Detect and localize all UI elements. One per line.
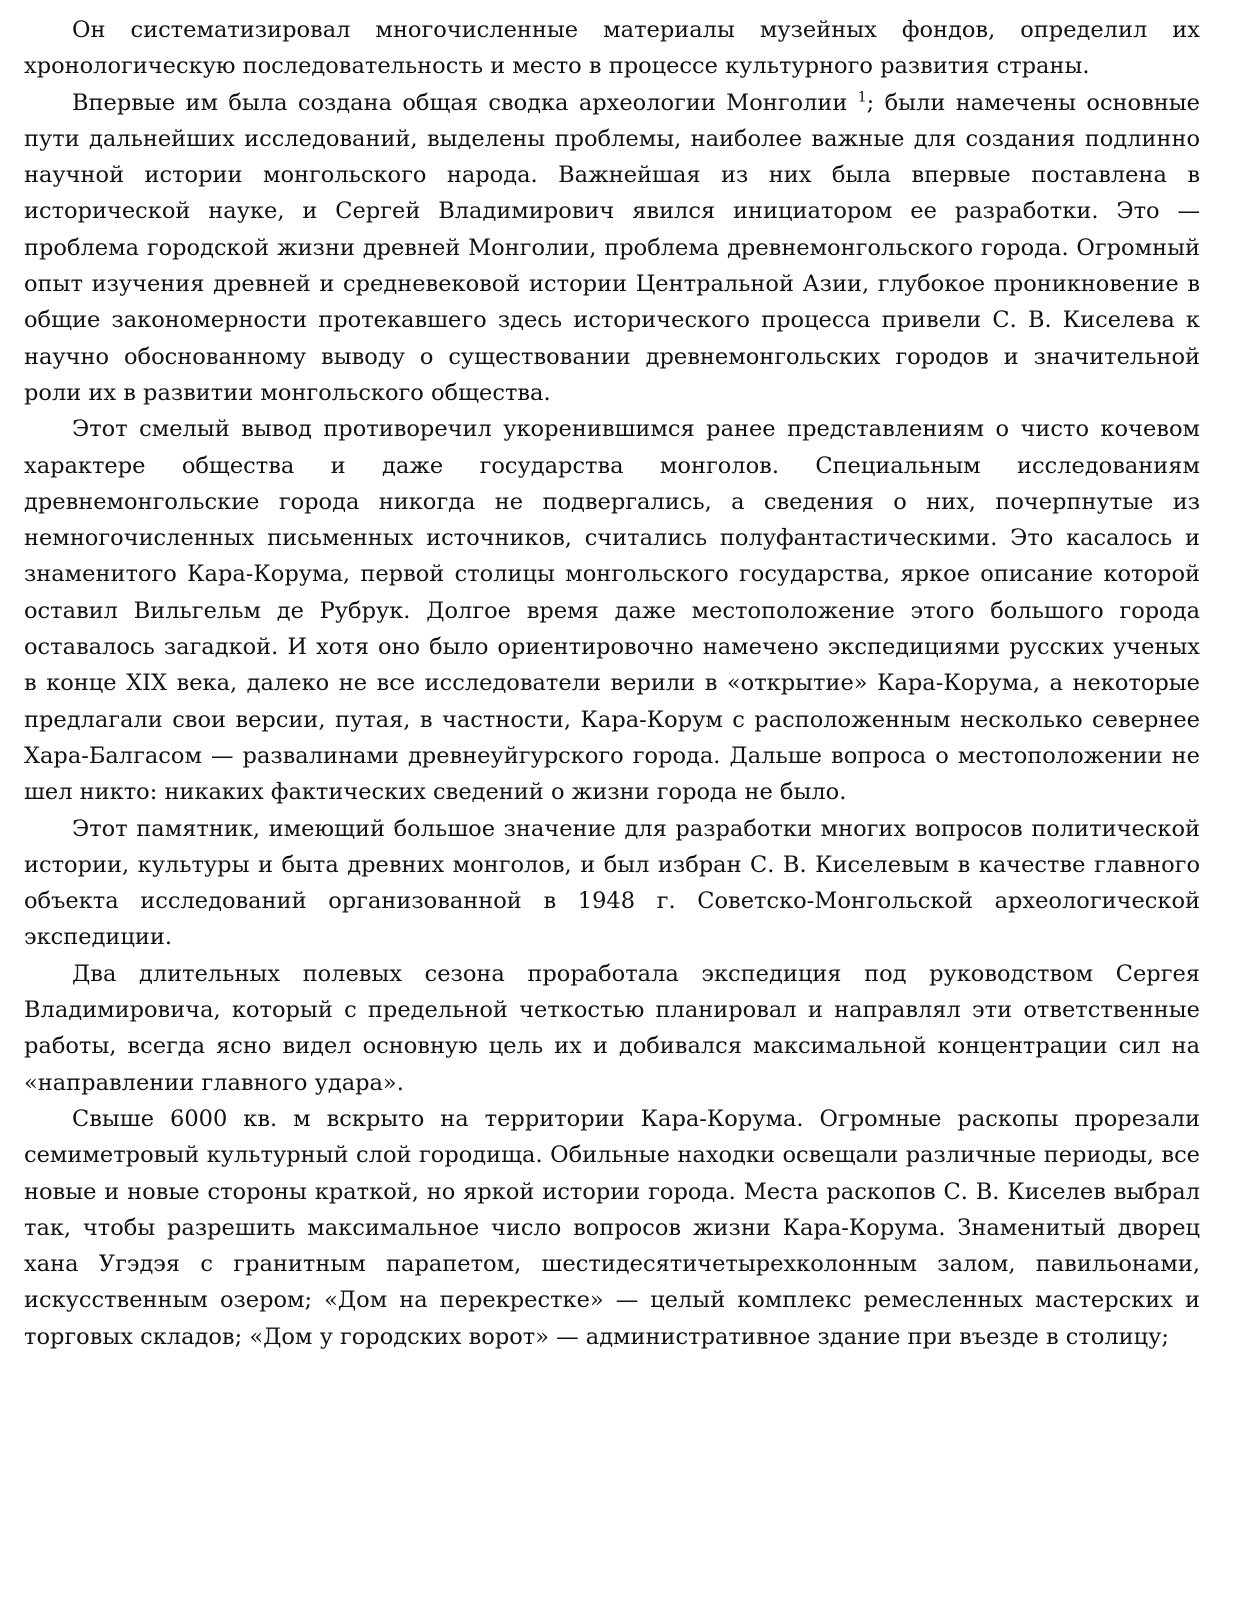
paragraph-3: Этот смелый вывод противоречил укоренившимся ранее представлениям о чисто кочевом характере общества и даже государства монголов. Специальным исследованиям древнемонгольские города никогда не подвергались, а сведения о них, почерпнутые из немногочисленных письменных источников, считались полуфантастическими. Это касалось и знаменитого Кара-Корума, первой столицы монгольского государства, яркое описание которой оставил Вильгельм де Рубрук. Долгое время даже местоположение этого большого города оставалось загадкой. И хотя оно было ориентировочно намечено экспедициями русских ученых в конце XIX века, далеко не все исследователи верили в «открытие» Кара-Корума, а некоторые предлагали свои версии, путая, в частности, Кара-Корум с расположенным несколько севернее Хара-Балгасом — развалинами древнеуйгурского города. Дальше вопроса о местоположении не шел никто: никаких фактических сведений о жизни города не было. xyxy=(24,416,1200,806)
paragraph-2-rest: ; были намечены основные пути дальнейших исследований, выделены проблемы, наиболее важные для создания подлинно научной истории монгольского народа. Важнейшая из них была впервые поставлена в исторической науке, и Сергей Владимирович явился инициатором ее разработки. Это — проблема городской жизни древней Монголии, проблема древнемонгольского города. Огромный опыт изучения древней и средневековой истории Центральной Азии, глубокое проникновение в общие закономерности протекавшего здесь исторического процесса привели С. В. Киселева к научно обоснованному выводу о существовании древнемонгольских городов и значительной роли их в развитии монгольского общества. xyxy=(24,89,1200,406)
footnote-marker: 1 xyxy=(857,89,867,106)
paragraph-4: Этот памятник, имеющий большое значение для разработки многих вопросов политической истории, культуры и быта древних монголов, и был избран С. В. Киселевым в качестве главного объекта исследований организованной в 1948 г. Советско-Монгольской археологической экспедиции. xyxy=(24,815,1200,951)
paragraph-1: Он систематизировал многочисленные материалы музейных фондов, определил их хронологическую последовательность и место в процессе культурного развития страны. xyxy=(24,17,1200,80)
document-page xyxy=(24,12,1200,1355)
paragraph-5: Два длительных полевых сезона проработала экспедиция под руководством Сергея Владимировича, который с предельной четкостью планировал и направлял эти ответственные работы, всегда ясно видел основную цель их и добивался максимальной концентрации сил на «направлении главного удара». xyxy=(24,960,1200,1096)
paragraph-2 xyxy=(24,85,1200,412)
paragraph-6: Свыше 6000 кв. м вскрыто на территории Кара-Корума. Огромные раскопы прорезали семиметровый культурный слой городища. Обильные находки освещали различные периоды, все новые и новые стороны краткой, но яркой истории города. Места раскопов С. В. Киселев выбрал так, чтобы разрешить максимальное число вопросов жизни Кара-Корума. Знаменитый дворец хана Угэдэя с гранитным парапетом, шестидесятичетырехколонным залом, павильонами, искусственным озером; «Дом на перекрестке» — целый комплекс ремесленных мастерских и торговых складов; «Дом у городских ворот» — административное здание при въезде в столицу; xyxy=(24,1105,1200,1350)
paragraph-2-start: Впервые им была создана общая сводка археологии Монголии xyxy=(72,89,858,116)
